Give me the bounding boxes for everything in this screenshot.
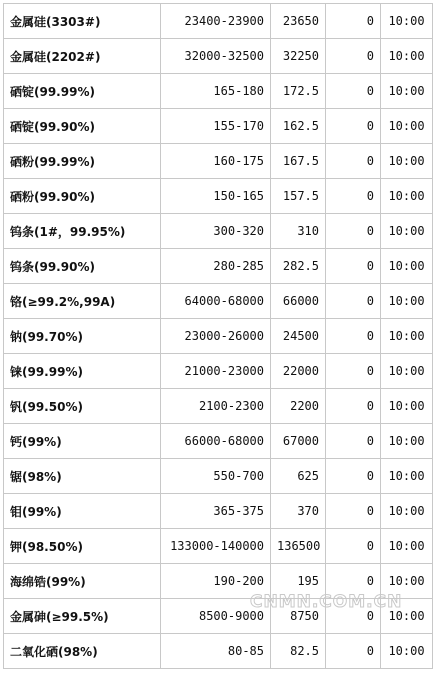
- update-time-cell: 10:00: [381, 599, 433, 634]
- update-time-cell: 10:00: [381, 494, 433, 529]
- average-price-cell: 195: [271, 564, 326, 599]
- table-row: [4, 634, 433, 669]
- product-name-cell: 海绵锆(99%): [4, 564, 161, 599]
- price-range-cell: 300-320: [161, 214, 271, 249]
- average-price-cell: 136500: [271, 529, 326, 564]
- update-time-cell: 10:00: [381, 109, 433, 144]
- price-change-cell: 0: [326, 214, 381, 249]
- price-range-cell: 32000-32500: [161, 39, 271, 74]
- price-change-cell: 0: [326, 599, 381, 634]
- product-name-cell: 铬(≥99.2%,99A): [4, 284, 161, 319]
- price-range-cell: 23400-23900: [161, 4, 271, 39]
- average-price-cell: 22000: [271, 354, 326, 389]
- table-row: [4, 4, 433, 39]
- update-time-cell: 10:00: [381, 529, 433, 564]
- price-change-cell: 0: [326, 74, 381, 109]
- product-name-cell: 硒锭(99.99%): [4, 74, 161, 109]
- price-change-cell: 0: [326, 389, 381, 424]
- table-row: [4, 529, 433, 564]
- price-range-cell: 133000-140000: [161, 529, 271, 564]
- price-range-cell: 8500-9000: [161, 599, 271, 634]
- table-row: [4, 74, 433, 109]
- average-price-cell: 282.5: [271, 249, 326, 284]
- product-name-cell: 钙(99%): [4, 424, 161, 459]
- price-range-cell: 160-175: [161, 144, 271, 179]
- update-time-cell: 10:00: [381, 284, 433, 319]
- update-time-cell: 10:00: [381, 564, 433, 599]
- price-range-cell: 165-180: [161, 74, 271, 109]
- table-row: [4, 144, 433, 179]
- table-row: [4, 354, 433, 389]
- update-time-cell: 10:00: [381, 74, 433, 109]
- price-table: [3, 3, 433, 669]
- price-range-cell: 365-375: [161, 494, 271, 529]
- product-name-cell: 钾(98.50%): [4, 529, 161, 564]
- price-change-cell: 0: [326, 284, 381, 319]
- price-change-cell: 0: [326, 144, 381, 179]
- table-row: [4, 179, 433, 214]
- table-row: [4, 39, 433, 74]
- product-name-cell: 硒粉(99.99%): [4, 144, 161, 179]
- price-change-cell: 0: [326, 424, 381, 459]
- average-price-cell: 310: [271, 214, 326, 249]
- average-price-cell: 2200: [271, 389, 326, 424]
- update-time-cell: 10:00: [381, 424, 433, 459]
- product-name-cell: 铼(99.99%): [4, 354, 161, 389]
- update-time-cell: 10:00: [381, 389, 433, 424]
- price-change-cell: 0: [326, 109, 381, 144]
- table-row: [4, 459, 433, 494]
- price-range-cell: 21000-23000: [161, 354, 271, 389]
- table-row: [4, 249, 433, 284]
- product-name-cell: 钨条(99.90%): [4, 249, 161, 284]
- price-range-cell: 190-200: [161, 564, 271, 599]
- update-time-cell: 10:00: [381, 4, 433, 39]
- price-range-cell: 64000-68000: [161, 284, 271, 319]
- average-price-cell: 24500: [271, 319, 326, 354]
- product-name-cell: 金属硅(2202#): [4, 39, 161, 74]
- table-row: [4, 109, 433, 144]
- product-name-cell: 硒锭(99.90%): [4, 109, 161, 144]
- average-price-cell: 67000: [271, 424, 326, 459]
- product-name-cell: 钠(99.70%): [4, 319, 161, 354]
- price-change-cell: 0: [326, 634, 381, 669]
- price-change-cell: 0: [326, 354, 381, 389]
- product-name-cell: 金属硅(3303#): [4, 4, 161, 39]
- table-row: [4, 494, 433, 529]
- table-row: [4, 389, 433, 424]
- table-row: [4, 214, 433, 249]
- product-name-cell: 钒(99.50%): [4, 389, 161, 424]
- average-price-cell: 66000: [271, 284, 326, 319]
- price-change-cell: 0: [326, 564, 381, 599]
- product-name-cell: 二氧化硒(98%): [4, 634, 161, 669]
- average-price-cell: 82.5: [271, 634, 326, 669]
- price-change-cell: 0: [326, 529, 381, 564]
- price-change-cell: 0: [326, 4, 381, 39]
- product-name-cell: 锯(98%): [4, 459, 161, 494]
- update-time-cell: 10:00: [381, 459, 433, 494]
- price-change-cell: 0: [326, 319, 381, 354]
- table-row: [4, 284, 433, 319]
- product-name-cell: 硒粉(99.90%): [4, 179, 161, 214]
- product-name-cell: 钨条(1#，99.95%): [4, 214, 161, 249]
- price-range-cell: 155-170: [161, 109, 271, 144]
- update-time-cell: 10:00: [381, 319, 433, 354]
- product-name-cell: 钼(99%): [4, 494, 161, 529]
- update-time-cell: 10:00: [381, 214, 433, 249]
- average-price-cell: 172.5: [271, 74, 326, 109]
- price-range-cell: 550-700: [161, 459, 271, 494]
- update-time-cell: 10:00: [381, 354, 433, 389]
- update-time-cell: 10:00: [381, 39, 433, 74]
- price-table-body: [4, 4, 433, 669]
- price-range-cell: 23000-26000: [161, 319, 271, 354]
- average-price-cell: 32250: [271, 39, 326, 74]
- average-price-cell: 162.5: [271, 109, 326, 144]
- price-range-cell: 66000-68000: [161, 424, 271, 459]
- price-range-cell: 150-165: [161, 179, 271, 214]
- price-change-cell: 0: [326, 494, 381, 529]
- average-price-cell: 8750: [271, 599, 326, 634]
- table-row: [4, 319, 433, 354]
- update-time-cell: 10:00: [381, 144, 433, 179]
- average-price-cell: 625: [271, 459, 326, 494]
- update-time-cell: 10:00: [381, 249, 433, 284]
- update-time-cell: 10:00: [381, 179, 433, 214]
- average-price-cell: 23650: [271, 4, 326, 39]
- price-range-cell: 280-285: [161, 249, 271, 284]
- price-change-cell: 0: [326, 179, 381, 214]
- price-range-cell: 80-85: [161, 634, 271, 669]
- price-range-cell: 2100-2300: [161, 389, 271, 424]
- price-change-cell: 0: [326, 459, 381, 494]
- average-price-cell: 167.5: [271, 144, 326, 179]
- average-price-cell: 157.5: [271, 179, 326, 214]
- table-row: [4, 424, 433, 459]
- average-price-cell: 370: [271, 494, 326, 529]
- price-change-cell: 0: [326, 39, 381, 74]
- price-change-cell: 0: [326, 249, 381, 284]
- site-watermark: CNMN.COM.CN: [250, 592, 403, 612]
- update-time-cell: 10:00: [381, 634, 433, 669]
- product-name-cell: 金属砷(≥99.5%): [4, 599, 161, 634]
